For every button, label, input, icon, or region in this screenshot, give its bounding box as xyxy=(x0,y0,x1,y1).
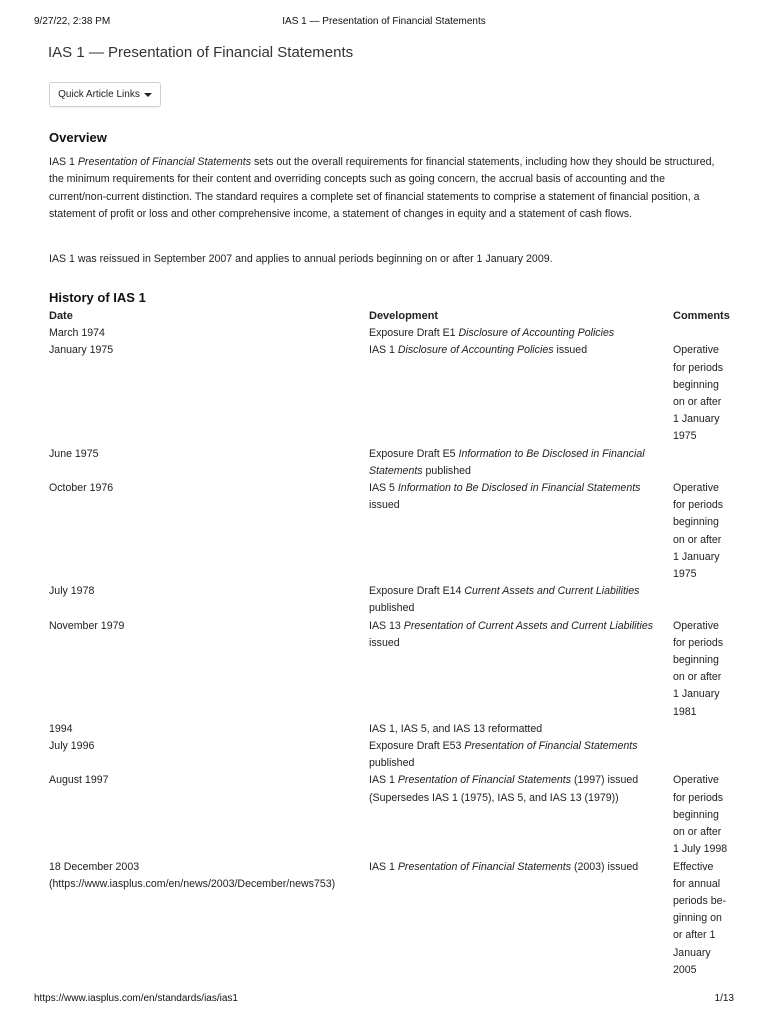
development-cell xyxy=(369,446,673,480)
comments-cell: Operative for periods beginning on or after 1 January 1975 xyxy=(673,344,724,443)
overview-lead: IAS 1 xyxy=(49,156,78,168)
comments-cell: Operative for periods beginning on or after 1 January 1975 xyxy=(673,482,724,581)
document-title: Presentation of Financial Statements xyxy=(397,860,571,873)
development-suffix: issued xyxy=(369,636,400,649)
document-title: Disclosure of Accounting Policies xyxy=(397,344,554,357)
table-row xyxy=(49,583,739,617)
column-header-date: Date xyxy=(49,310,73,322)
development-prefix: IAS 13 xyxy=(369,619,404,632)
development-prefix: IAS 1 xyxy=(369,344,398,357)
print-header xyxy=(34,16,734,32)
table-row xyxy=(49,480,739,583)
table-row xyxy=(49,446,739,480)
document-title: Information to Be Disclosed in Financial Statements xyxy=(369,447,645,477)
development-cell xyxy=(369,583,673,617)
development-cell xyxy=(369,721,673,738)
date-cell: June 1975 xyxy=(49,447,99,460)
development-cell xyxy=(369,738,673,772)
date-cell: 1994 xyxy=(49,722,73,735)
overview-body: sets out the overall requirements for financial statements, including how they should be structured, the minimum requirements for their content and overriding concepts such as going concern, the accrual basis of accounting and the current/non-current distinction. The standard requires a complete set of financial statements to comprise a statement of financial position, a statement of profit or loss and other comprehensive income, a statement of changes in equity and a statement of cash flows. xyxy=(49,156,715,220)
comments-cell: Effective for annual periods be- ginning on or after 1 January 2005 xyxy=(673,860,726,976)
document-title: Presentation of Financial Statements xyxy=(464,740,638,753)
development-prefix: IAS 1 xyxy=(369,774,398,787)
document-title: Disclosure of Accounting Policies xyxy=(458,327,615,340)
document-title: Information to Be Disclosed in Financial Statements xyxy=(397,482,641,495)
caret-down-icon xyxy=(144,93,152,97)
development-suffix: published xyxy=(422,464,471,477)
overview-paragraph xyxy=(49,154,719,223)
date-cell: August 1997 xyxy=(49,774,109,787)
development-cell xyxy=(369,325,673,342)
development-suffix: (2003) issued xyxy=(571,860,639,873)
development-prefix: Exposure Draft E14 xyxy=(369,585,465,598)
table-row xyxy=(49,738,739,772)
print-url: https://www.iasplus.com/en/standards/ias/ias1 xyxy=(34,993,238,1004)
development-cell xyxy=(369,772,673,806)
development-prefix: IAS 5 xyxy=(369,482,398,495)
history-table-header xyxy=(49,308,739,325)
quick-article-links-label: Quick Article Links xyxy=(58,89,140,100)
development-prefix: IAS 1, IAS 5, and IAS 13 reformatted xyxy=(369,722,543,735)
column-header-development: Development xyxy=(369,310,439,322)
table-row xyxy=(49,772,739,858)
table-row xyxy=(49,859,739,979)
development-prefix: IAS 1 xyxy=(369,860,398,873)
document-title: Presentation of Financial Statements xyxy=(397,774,571,787)
comments-cell: Operative for periods beginning on or after 1 July 1998 xyxy=(673,774,728,856)
development-cell xyxy=(369,859,673,876)
date-cell: March 1974 xyxy=(49,327,105,340)
column-header-comments: Comments xyxy=(673,310,730,322)
standard-title: Presentation of Financial Statements xyxy=(77,156,251,168)
table-row xyxy=(49,325,739,342)
development-suffix: issued xyxy=(553,344,588,357)
development-prefix: Exposure Draft E5 xyxy=(369,447,459,460)
table-row xyxy=(49,618,739,721)
page-title: IAS 1 — Presentation of Financial Statements xyxy=(48,44,354,61)
history-table-body xyxy=(49,325,739,979)
date-cell: July 1996 xyxy=(49,740,95,753)
overview-heading: Overview xyxy=(49,130,107,145)
development-suffix: (1997) issued (Supersedes IAS 1 (1975), IAS 5, and IAS 13 (1979)) xyxy=(369,774,639,804)
date-cell: November 1979 xyxy=(49,619,125,632)
comments-cell: Operative for periods beginning on or after 1 January 1981 xyxy=(673,619,724,718)
date-cell: October 1976 xyxy=(49,482,114,495)
development-prefix: Exposure Draft E53 xyxy=(369,740,465,753)
date-cell: July 1978 xyxy=(49,585,95,598)
reissue-paragraph: IAS 1 was reissued in September 2007 and applies to annual periods beginning on or after 1 January 2009. xyxy=(49,253,553,265)
document-title: Current Assets and Current Liabilities xyxy=(464,585,640,598)
history-table xyxy=(49,308,739,979)
development-suffix: published xyxy=(369,602,415,615)
page-number: 1/13 xyxy=(714,993,734,1004)
print-footer xyxy=(34,993,734,1007)
quick-article-links-button[interactable] xyxy=(49,82,161,107)
development-suffix: published xyxy=(369,757,415,770)
print-timestamp: 9/27/22, 2:38 PM xyxy=(34,16,111,27)
development-cell xyxy=(369,480,673,514)
date-cell: 18 December 2003 (https://www.iasplus.com/en/news/2003/December/news753) xyxy=(49,860,336,890)
print-title: IAS 1 — Presentation of Financial Statements xyxy=(282,16,486,27)
development-prefix: Exposure Draft E1 xyxy=(369,327,459,340)
date-cell: January 1975 xyxy=(49,344,114,357)
development-suffix: issued xyxy=(369,499,400,512)
development-cell xyxy=(369,618,673,652)
table-row xyxy=(49,721,739,738)
table-row xyxy=(49,342,739,445)
document-title: Presentation of Current Assets and Current Liabilities xyxy=(403,619,654,632)
history-heading: History of IAS 1 xyxy=(49,290,146,305)
development-cell xyxy=(369,342,673,359)
